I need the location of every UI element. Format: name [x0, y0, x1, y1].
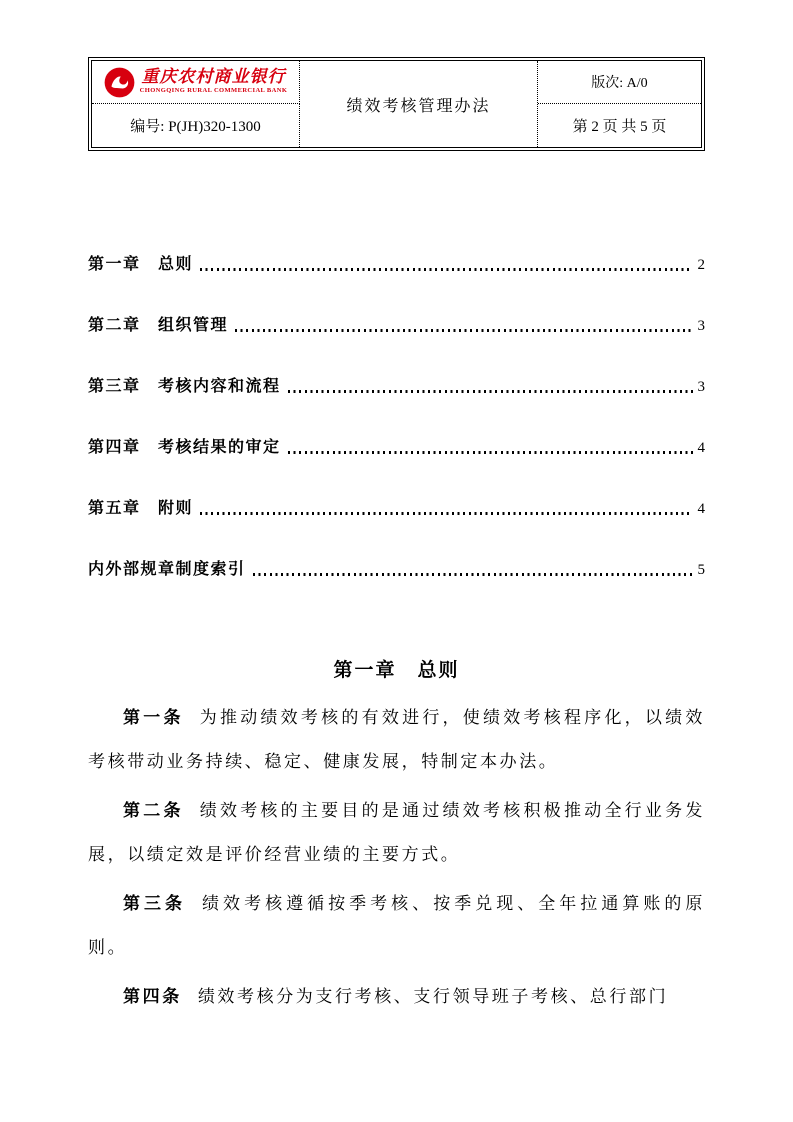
table-of-contents	[88, 251, 705, 617]
toc-entry	[88, 312, 705, 335]
toc-entry	[88, 495, 705, 518]
article-number: 第四条	[123, 987, 182, 1006]
toc-entry-page-number: 4	[697, 501, 705, 517]
dot-leader	[200, 268, 692, 271]
doc-title: 绩效考核管理办法	[300, 61, 538, 147]
article-paragraph	[88, 696, 705, 784]
bank-name-chinese: 重庆农村商业银行	[141, 67, 286, 87]
page-indicator: 第 2 页 共 5 页	[572, 119, 667, 135]
toc-entry-page-number: 3	[697, 318, 705, 334]
header-table	[88, 57, 705, 151]
article-number: 第一条	[123, 708, 184, 727]
dot-leader	[235, 329, 692, 332]
article-number: 第三条	[123, 894, 187, 913]
chapter-heading: 第一章 总则	[333, 660, 460, 681]
dot-leader	[288, 390, 693, 393]
toc-entry-page-number: 4	[697, 440, 705, 456]
toc-entry	[88, 251, 705, 274]
article-paragraph	[88, 789, 705, 877]
toc-entry	[88, 373, 705, 396]
dot-leader	[253, 573, 693, 576]
dot-leader	[200, 512, 692, 515]
toc-entry-label: 第五章 附则	[88, 500, 194, 517]
toc-entry-page-number: 3	[697, 379, 705, 395]
toc-entry	[88, 556, 705, 579]
toc-entry-label: 第四章 考核结果的审定	[88, 439, 281, 456]
chapter-body	[88, 696, 705, 1024]
article-text: 绩效考核分为支行考核、支行领导班子考核、总行部门	[197, 987, 669, 1006]
article-text: 为推动绩效考核的有效进行，使绩效考核程序化，以绩效考核带动业务持续、稳定、健康发展，特制定本办法。	[88, 708, 705, 771]
article-text: 绩效考核的主要目的是通过绩效考核积极推动全行业务发展，以绩定效是评价经营业绩的主要方式。	[88, 801, 705, 864]
doc-number-label: 编号: P(JH)320-1300	[92, 104, 300, 147]
bank-name-english: CHONGQING RURAL COMMERCIAL BANK	[139, 87, 288, 95]
toc-entry-label: 第三章 考核内容和流程	[88, 378, 281, 395]
toc-entry	[88, 434, 705, 457]
toc-entry-page-number: 2	[697, 257, 705, 273]
article-paragraph	[88, 975, 705, 1019]
toc-entry-label: 第二章 组织管理	[88, 317, 229, 334]
article-text: 绩效考核遵循按季考核、按季兑现、全年拉通算账的原则。	[88, 894, 705, 957]
toc-entry-label: 内外部规章制度索引	[88, 561, 246, 578]
version-label: 版次: A/0	[538, 61, 701, 104]
dot-leader	[288, 451, 693, 454]
bank-logo-icon	[104, 67, 135, 98]
bank-logo-text	[140, 68, 288, 95]
toc-entry-page-number: 5	[697, 562, 705, 578]
bank-logo	[92, 61, 300, 104]
article-paragraph	[88, 882, 705, 970]
article-number: 第二条	[123, 801, 184, 820]
toc-entry-label: 第一章 总则	[88, 256, 194, 273]
